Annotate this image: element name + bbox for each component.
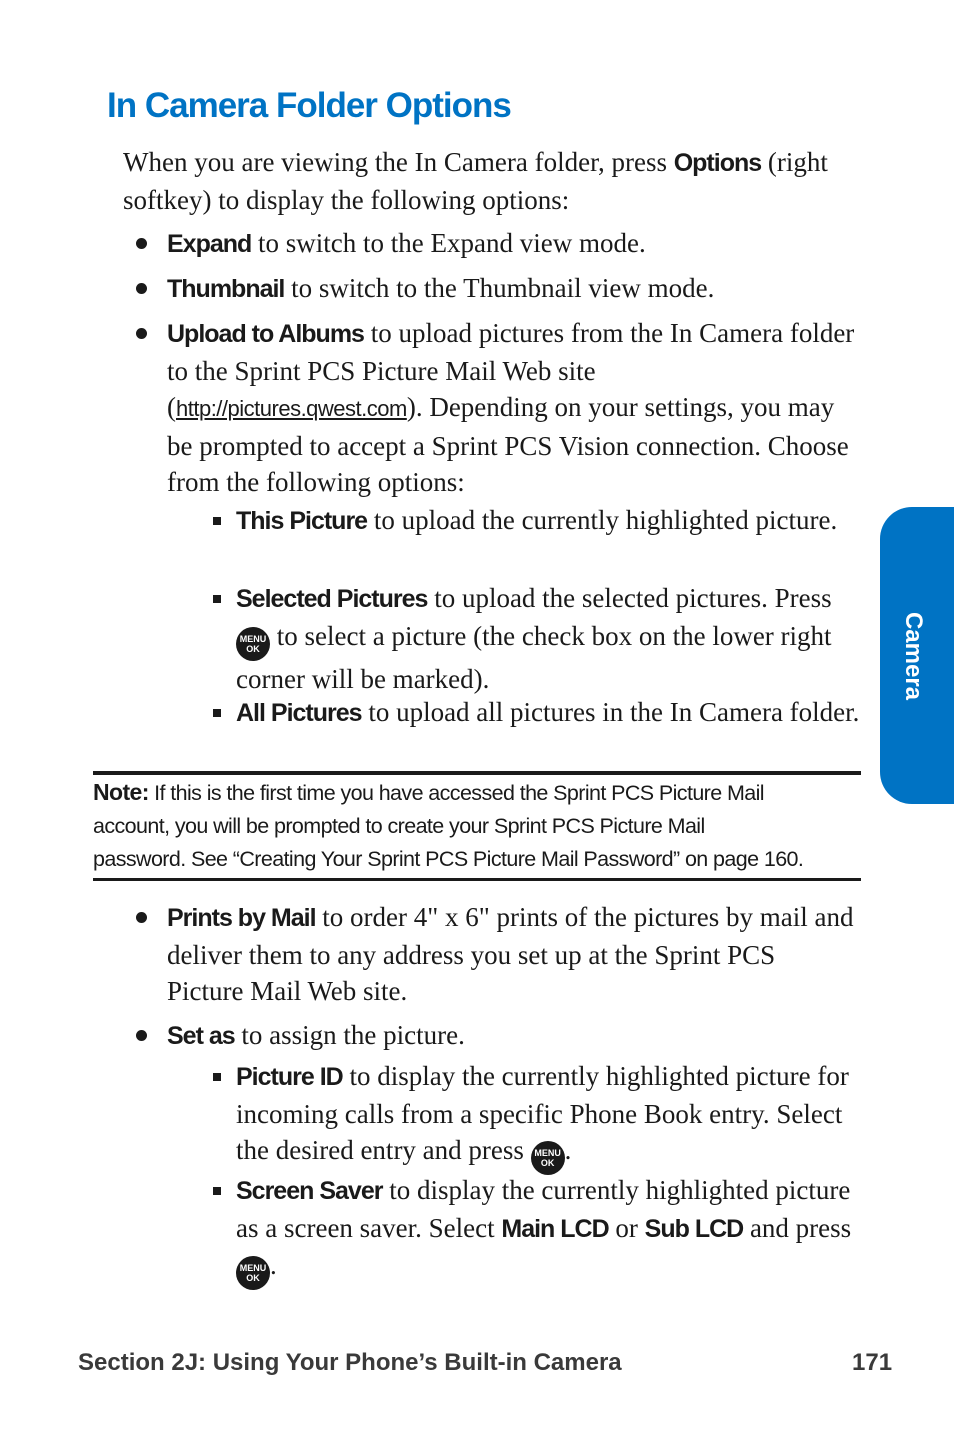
sub-bullet-square (213, 517, 221, 525)
sub-bullet-square (213, 1073, 221, 1081)
sub-item-this-picture: This Picture to upload the currently highlighted picture. (236, 505, 838, 535)
page-title: In Camera Folder Options (107, 86, 511, 125)
sub-bullet-square (213, 1187, 221, 1195)
options-keyword: Options (673, 149, 762, 177)
sub-bullet-square (213, 709, 221, 717)
bullet-dot (136, 328, 147, 339)
note-box: Note: If this is the first time you have accessed the Sprint PCS Picture Mail account, you will be prompted to create your Sprint PCS Picture Mail password. See “Creating Your Sprint PCS Picture Mail Password” on page 160. (93, 779, 804, 871)
menu-ok-key-icon: MENU OK (531, 1141, 565, 1175)
sub-item-picture-id: Picture ID to display the currently highlighted picture for incoming calls from a specific Phone Book entry. Select the desired entry and press MENU OK . (236, 1058, 861, 1175)
intro-paragraph: When you are viewing the In Camera folder, press Options (right softkey) to display the following options: (123, 147, 828, 215)
sub-bullet-square (213, 595, 221, 603)
sub-item-selected-pictures: Selected Pictures to upload the selected pictures. Press MENU OK to select a picture (the check box on the lower right corner will be marked). (236, 583, 832, 694)
list-item-upload-to-albums: Upload to Albums to upload pictures from the In Camera folder to the Sprint PCS Picture Mail Web site (http://pictures.qwest.com). Depending on your settings, you may be prompted to accept a Sprint PCS Vision connection. Choose from the following options: (167, 318, 855, 497)
side-tab-label: Camera (900, 611, 927, 701)
menu-ok-key-icon: MENU OK (236, 627, 270, 661)
sub-item-screen-saver: Screen Saver to display the currently highlighted picture as a screen saver. Select Main LCD or Sub LCD and press MENU OK . (236, 1172, 861, 1290)
list-item-expand: Expand to switch to the Expand view mode. (167, 228, 646, 258)
bullet-dot (136, 912, 147, 923)
note-label: Note: (93, 779, 149, 805)
sprint-picture-mail-link[interactable]: http://pictures.qwest.com (176, 396, 407, 421)
footer-section-title: Section 2J: Using Your Phone’s Built-in Camera (78, 1349, 622, 1376)
sub-item-all-pictures: All Pictures to upload all pictures in the In Camera folder. (236, 697, 860, 727)
menu-ok-key-icon: MENU OK (236, 1256, 270, 1290)
bullet-dot (136, 238, 147, 249)
bullet-dot (136, 283, 147, 294)
bullet-dot (136, 1030, 147, 1041)
note-top-rule (93, 771, 861, 775)
note-bottom-rule (93, 878, 861, 881)
list-item-prints-by-mail: Prints by Mail to order 4" x 6" prints of the pictures by mail and deliver them to any address you set up at the Sprint PCS Picture Mail Web site. (167, 902, 854, 1006)
list-item-set-as: Set as to assign the picture. (167, 1020, 465, 1050)
footer-page-number: 171 (852, 1349, 893, 1376)
list-item-thumbnail: Thumbnail to switch to the Thumbnail view mode. (167, 273, 715, 303)
